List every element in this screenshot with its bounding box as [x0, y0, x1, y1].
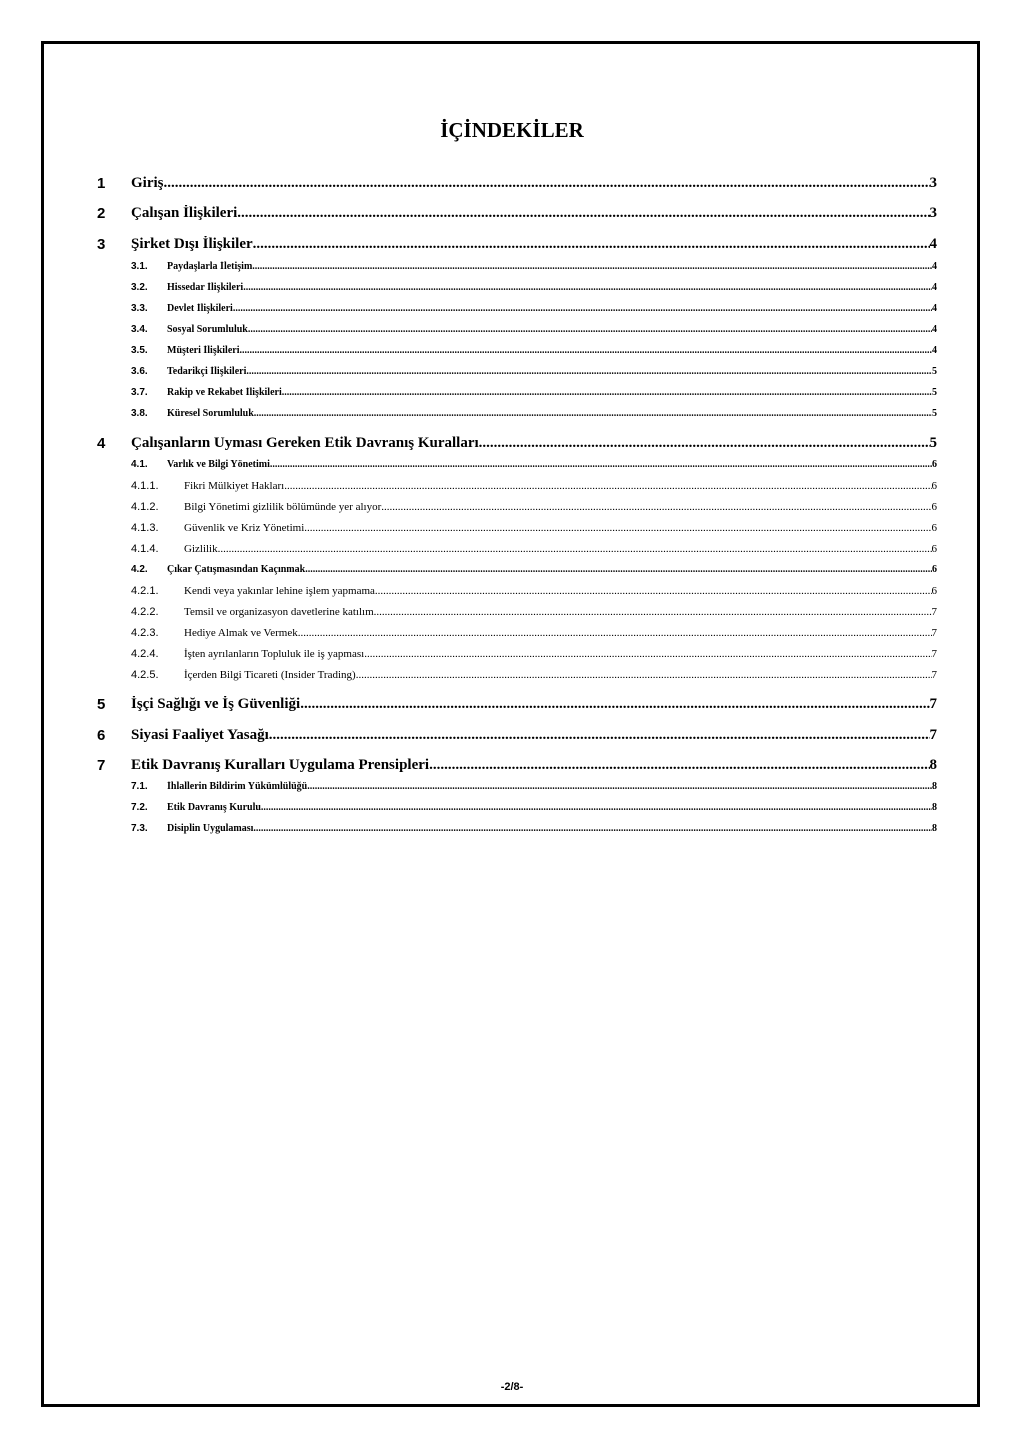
toc-page: 4 [932, 303, 937, 314]
toc-leader [184, 501, 937, 513]
toc-number: 7 [97, 757, 106, 774]
toc-leader [131, 696, 937, 713]
toc-entry[interactable] [0, 543, 1024, 557]
toc-page: 4 [929, 236, 937, 252]
toc-number: 4.2.1. [131, 585, 159, 597]
toc-page: 7 [929, 696, 937, 712]
toc-page: 6 [931, 522, 937, 534]
toc-entry[interactable] [0, 564, 1024, 578]
page-title: İÇİNDEKİLER [440, 118, 584, 142]
toc-leader [167, 781, 937, 792]
toc-entry[interactable] [0, 324, 1024, 338]
toc-entry[interactable] [0, 236, 1024, 260]
toc-number: 7.1. [131, 781, 148, 792]
toc-title: Tedarikçi İlişkileri [167, 366, 247, 377]
toc-entry[interactable] [0, 669, 1024, 683]
toc-title: Şirket Dışı İlişkiler [131, 236, 253, 252]
toc-entry[interactable] [0, 175, 1024, 199]
toc-entry[interactable] [0, 585, 1024, 599]
toc-page: 8 [932, 823, 937, 834]
toc-entry[interactable] [0, 696, 1024, 720]
toc-page: 5 [929, 435, 937, 451]
toc-leader [184, 543, 937, 555]
toc-number: 4.1. [131, 459, 148, 470]
toc-title: Devlet İlişkileri [167, 303, 233, 314]
toc-leader [167, 408, 937, 419]
toc-page: 6 [932, 564, 937, 575]
toc-leader [184, 606, 937, 618]
toc-leader [167, 387, 937, 398]
toc-page: 8 [929, 757, 937, 773]
toc-number: 7.2. [131, 802, 148, 813]
toc-number: 3.5. [131, 345, 148, 356]
toc-title: İhlallerin Bildirim Yükümlülüğü [167, 781, 308, 792]
toc-leader [131, 727, 937, 744]
toc-leader [167, 823, 937, 834]
toc-page: 6 [932, 459, 937, 470]
toc-leader [167, 366, 937, 377]
toc-title: Temsil ve organizasyon davetlerine katılım [184, 606, 374, 618]
toc-number: 4.2.2. [131, 606, 159, 618]
toc-page: 7 [931, 669, 937, 681]
toc-title: Etik Davranış Kuralları Uygulama Prensipleri [131, 757, 430, 773]
toc-page: 3 [929, 205, 937, 221]
toc-entry[interactable] [0, 627, 1024, 641]
toc-leader [167, 345, 937, 356]
toc-title: Küresel Sorumluluk [167, 408, 254, 419]
toc-leader [131, 175, 937, 192]
toc-entry[interactable] [0, 366, 1024, 380]
toc-number: 3.1. [131, 261, 148, 272]
toc-entry[interactable] [0, 501, 1024, 515]
toc-entry[interactable] [0, 435, 1024, 459]
toc-number: 3 [97, 236, 106, 253]
toc-number: 4 [97, 435, 106, 452]
toc-title: İçerden Bilgi Ticareti (Insider Trading) [184, 669, 356, 681]
toc-number: 3.4. [131, 324, 148, 335]
toc-leader [184, 522, 937, 534]
toc-number: 1 [97, 175, 106, 192]
toc-title: Çıkar Çatışmasından Kaçınmak [167, 564, 306, 575]
toc-page: 6 [931, 543, 937, 555]
toc-page: 4 [932, 345, 937, 356]
toc-title: İşçi Sağlığı ve İş Güvenliği [131, 696, 301, 712]
toc-number: 6 [97, 727, 106, 744]
toc-entry[interactable] [0, 261, 1024, 275]
toc-title: Paydaşlarla İletişim [167, 261, 253, 272]
toc-page: 7 [931, 627, 937, 639]
toc-leader [184, 627, 937, 639]
toc-page: 7 [931, 606, 937, 618]
toc-number: 3.3. [131, 303, 148, 314]
page-number: -2/8- [500, 1381, 524, 1393]
toc-page: 4 [932, 261, 937, 272]
toc-leader [131, 435, 937, 452]
toc-entry[interactable] [0, 459, 1024, 473]
toc-leader [131, 757, 937, 774]
toc-leader [131, 236, 937, 253]
toc-leader [167, 802, 937, 813]
toc-title: Rakip ve Rekabet İlişkileri [167, 387, 282, 398]
toc-entry[interactable] [0, 606, 1024, 620]
toc-title: Siyasi Faaliyet Yasağı [131, 727, 269, 743]
toc-number: 3.8. [131, 408, 148, 419]
toc-title: Giriş [131, 175, 164, 191]
toc-entry[interactable] [0, 522, 1024, 536]
toc-title: Müşteri İlişkileri [167, 345, 240, 356]
toc-page: 6 [931, 585, 937, 597]
toc-title: Etik Davranış Kurulu [167, 802, 261, 813]
toc-entry[interactable] [0, 727, 1024, 751]
toc-title: Kendi veya yakınlar lehine işlem yapmama [184, 585, 375, 597]
toc-entry[interactable] [0, 387, 1024, 401]
toc-leader [167, 324, 937, 335]
toc-title: Sosyal Sorumluluk [167, 324, 248, 335]
toc-page: 4 [932, 282, 937, 293]
toc-title: Güvenlik ve Kriz Yönetimi [184, 522, 305, 534]
toc-page: 6 [931, 501, 937, 513]
toc-page: 8 [932, 781, 937, 792]
toc-page: 7 [929, 727, 937, 743]
toc-entry[interactable] [0, 648, 1024, 662]
toc-leader [167, 459, 937, 470]
toc-title: Çalışanların Uyması Gereken Etik Davranış Kuralları [131, 435, 479, 451]
toc-leader [131, 205, 937, 222]
toc-number: 4.2. [131, 564, 148, 575]
toc-number: 3.6. [131, 366, 148, 377]
toc-entry[interactable] [0, 303, 1024, 317]
toc-entry[interactable] [0, 823, 1024, 837]
toc-entry[interactable] [0, 282, 1024, 296]
toc-page: 7 [931, 648, 937, 660]
toc-leader [184, 648, 937, 660]
toc-title: Hediye Almak ve Vermek [184, 627, 298, 639]
toc-number: 3.7. [131, 387, 148, 398]
toc-title: Çalışan İlişkileri [131, 205, 238, 221]
toc-number: 4.1.2. [131, 501, 159, 513]
toc-number: 3.2. [131, 282, 148, 293]
toc-leader [167, 261, 937, 272]
toc-leader [167, 282, 937, 293]
toc-title: Fikri Mülkiyet Hakları [184, 480, 285, 492]
toc-title: İşten ayrılanların Topluluk ile iş yapması [184, 648, 365, 660]
toc-entry[interactable] [0, 408, 1024, 422]
toc-number: 4.1.3. [131, 522, 159, 534]
toc-leader [184, 585, 937, 597]
toc-entry[interactable] [0, 345, 1024, 359]
toc-page: 8 [932, 802, 937, 813]
toc-leader [184, 480, 937, 492]
toc-number: 4.1.1. [131, 480, 159, 492]
toc-leader [167, 303, 937, 314]
toc-number: 4.2.3. [131, 627, 159, 639]
toc-page: 6 [931, 480, 937, 492]
toc-title: Hissedar İlişkileri [167, 282, 244, 293]
toc-entry[interactable] [0, 480, 1024, 494]
toc-entry[interactable] [0, 781, 1024, 795]
toc-title: Varlık ve Bilgi Yönetimi [167, 459, 270, 470]
toc-number: 2 [97, 205, 106, 222]
toc-title: Gizlilik [184, 543, 218, 555]
toc-entry[interactable] [0, 757, 1024, 781]
toc-entry[interactable] [0, 802, 1024, 816]
toc-number: 7.3. [131, 823, 148, 834]
toc-title: Bilgi Yönetimi gizlilik bölümünde yer alıyor [184, 501, 382, 513]
toc-number: 4.2.4. [131, 648, 159, 660]
toc-page: 5 [932, 387, 937, 398]
toc-number: 5 [97, 696, 106, 713]
toc-page: 3 [929, 175, 937, 191]
toc-title: Disiplin Uygulaması [167, 823, 254, 834]
toc-page: 5 [932, 408, 937, 419]
toc-number: 4.1.4. [131, 543, 159, 555]
toc-entry[interactable] [0, 205, 1024, 229]
toc-leader [167, 564, 937, 575]
toc-page: 4 [932, 324, 937, 335]
toc-number: 4.2.5. [131, 669, 159, 681]
toc-leader [184, 669, 937, 681]
toc-page: 5 [932, 366, 937, 377]
